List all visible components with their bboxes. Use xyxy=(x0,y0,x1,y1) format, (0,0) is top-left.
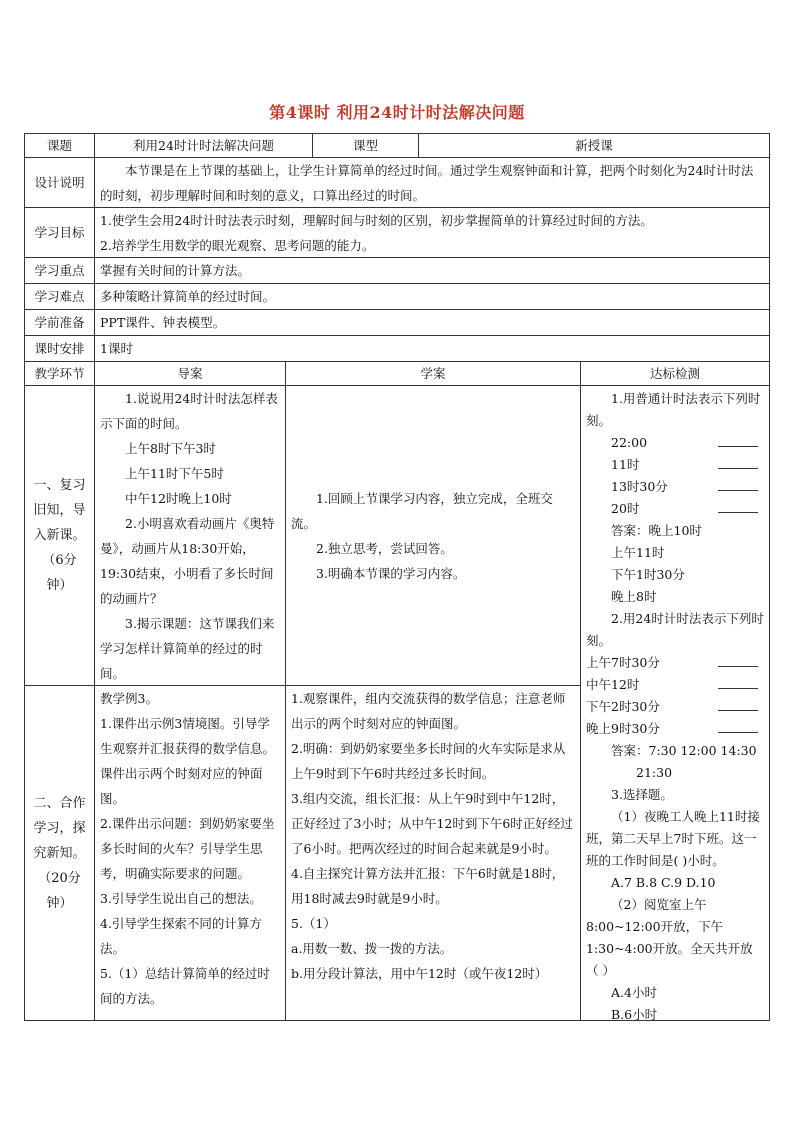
topic-label: 课题 xyxy=(25,134,95,157)
s2-guide-3: 2.课件出示问题：到奶奶家要坐多长时间的火车？引导学生思考，明确实际要求的问题。 xyxy=(100,816,275,881)
s2-guide-2: 1.课件出示例3情境图。引导学生观察并汇报获得的数学信息。课件出示两个时刻对应的钟面图。 xyxy=(100,716,276,806)
topic-row xyxy=(25,134,769,158)
difficulty-text: 多种策略计算简单的经过时间。 xyxy=(100,289,276,304)
test-q3: 3.选择题。 xyxy=(611,787,673,802)
q2-item-4-text: 晚上9时30分 xyxy=(586,721,660,736)
s2-guide-5: 4.引导学生探索不同的计算方法。 xyxy=(100,916,262,956)
q1-item-4-text: 20时 xyxy=(611,501,640,516)
test-q3-1-options: A.7 B.8 C.9 D.10 xyxy=(611,875,716,890)
answer-blank xyxy=(718,432,758,447)
goal-item-2: 2.培养学生用数学的眼光观察、思考问题的能力。 xyxy=(100,238,375,253)
answer-blank xyxy=(718,652,758,667)
s2-study-4: 4.自主探究计算方法并汇报：下午6时就是18时，用18时减去9时就是9小时。 xyxy=(291,866,565,906)
s2-guide-1: 教学例3。 xyxy=(100,691,158,706)
s2-study-7: b.用分段计算法，用中午12时（或午夜12时） xyxy=(291,966,548,981)
test-q1-item-4 xyxy=(586,498,764,520)
col-stage: 教学环节 xyxy=(25,362,95,385)
difficulty-label: 学习难点 xyxy=(25,284,95,309)
prep-label: 学前准备 xyxy=(25,310,95,335)
test-q2-item-4 xyxy=(586,718,764,740)
prep-text: PPT课件、钟表模型。 xyxy=(100,315,226,330)
answer-blank xyxy=(718,696,758,711)
col-study: 学案 xyxy=(286,362,581,385)
q2-item-2-text: 中午12时 xyxy=(586,677,640,692)
s2-study-5: 5.（1） xyxy=(291,916,336,931)
col-guide: 导案 xyxy=(95,362,286,385)
test-q2-item-1 xyxy=(586,652,764,674)
s1-study-3: 3.明确本节课的学习内容。 xyxy=(316,565,466,581)
stage2-study xyxy=(286,686,580,1020)
stage2-row xyxy=(25,686,580,1020)
lesson-plan-table xyxy=(24,133,770,1021)
s2-study-1: 1.观察课件，组内交流获得的数学信息；注意老师出示的两个时刻对应的钟面图。 xyxy=(291,691,566,731)
prep-row xyxy=(25,310,769,336)
test-q2: 2.用24时计时法表示下列时刻。 xyxy=(586,611,764,648)
test-q3-2-option-a: A.4小时 xyxy=(611,985,657,1000)
s2-guide-6: 5.（1）总结计算简单的经过时间的方法。 xyxy=(100,966,270,1006)
s2-study-2: 2.明确：到奶奶家要坐多长时间的火车实际是求从上午9时到下午6时共经过多长时间。 xyxy=(291,741,566,781)
stage1-row xyxy=(25,386,580,686)
q2-item-3-text: 下午2时30分 xyxy=(586,699,660,714)
test-q2-answer-2: 21:30 xyxy=(636,765,673,780)
s1-guide-5: 2.小明喜欢看动画片《奥特曼》，动画片从18:30开始，19:30结束，小明看了多长时间的动画片？ xyxy=(100,516,275,606)
goals-label: 学习目标 xyxy=(25,208,95,257)
s1-guide-6: 3.揭示课题：这节课我们来学习怎样计算简单的经过的时间。 xyxy=(100,616,275,681)
s1-study-1: 1.回顾上节课学习内容，独立完成，全班交流。 xyxy=(291,490,553,531)
type-value: 新授课 xyxy=(575,138,613,153)
stage1-label: 一、复习旧知，导入新课。（6分钟） xyxy=(25,386,95,685)
answer-blank xyxy=(718,454,758,469)
answer-blank xyxy=(718,718,758,733)
schedule-row xyxy=(25,336,769,362)
test-q3-1: （1）夜晚工人晚上11时接班，第二天早上7时下班。这一班的工作时间是( )小时。 xyxy=(586,809,760,868)
test-q1-answer-3: 下午1时30分 xyxy=(611,567,685,582)
q1-item-1-text: 22:00 xyxy=(611,435,648,450)
q1-item-3-text: 13时30分 xyxy=(611,479,668,494)
test-q1-item-3 xyxy=(586,476,764,498)
design-label: 设计说明 xyxy=(25,158,95,207)
test-q2-item-2 xyxy=(586,674,764,696)
test-q3-2: （2）阅览室上午8:00~12:00开放，下午1:30~4:00开放。全天共开放（ ） xyxy=(586,897,753,978)
key-label: 学习重点 xyxy=(25,258,95,283)
s2-study-6: a.用数一数、拨一拨的方法。 xyxy=(291,941,453,956)
answer-blank xyxy=(718,476,758,491)
test-column xyxy=(581,386,769,1020)
key-text: 掌握有关时间的计算方法。 xyxy=(100,263,251,278)
q1-item-2-text: 11时 xyxy=(611,457,640,472)
answer-blank xyxy=(718,498,758,513)
schedule-text: 1课时 xyxy=(100,341,133,356)
answer-blank xyxy=(718,674,758,689)
s1-guide-1: 1.说说用24时计时法怎样表示下面的时间。 xyxy=(100,391,278,431)
goal-item-1: 1.使学生会用24时计时法表示时刻，理解时间与时刻的区别，初步掌握简单的计算经过时间的方法。 xyxy=(100,213,653,228)
test-q1-answer-1: 答案：晚上10时 xyxy=(611,523,702,538)
s1-study-2: 2.独立思考，尝试回答。 xyxy=(316,540,453,556)
s1-guide-3: 上午11时下午5时 xyxy=(125,466,224,481)
col-test: 达标检测 xyxy=(649,366,700,381)
design-row xyxy=(25,158,769,208)
columns-row xyxy=(25,362,769,386)
goals-cell xyxy=(95,208,769,257)
test-q2-answer-1: 答案：7:30 12:00 14:30 xyxy=(611,743,757,758)
goals-row xyxy=(25,208,769,258)
page-title: 第4课时 利用24时计时法解决问题 xyxy=(269,103,525,122)
difficulty-row xyxy=(25,284,769,310)
stage1-study xyxy=(286,386,580,685)
stage2-guide xyxy=(95,686,286,1020)
teaching-body xyxy=(25,386,769,1020)
test-q1-answer-2: 上午11时 xyxy=(611,545,665,560)
key-row xyxy=(25,258,769,284)
type-label: 课型 xyxy=(313,134,419,157)
s2-guide-4: 3.引导学生说出自己的想法。 xyxy=(100,891,262,906)
test-q3-2-option-b: B.6小时 xyxy=(611,1007,658,1020)
test-q1-item-2 xyxy=(586,454,764,476)
test-q1: 1.用普通计时法表示下列时刻。 xyxy=(586,391,761,428)
topic-value: 利用24时计时法解决问题 xyxy=(95,134,313,157)
q2-item-1-text: 上午7时30分 xyxy=(586,655,660,670)
stage2-label: 二、合作学习，探究新知。（20分钟） xyxy=(25,686,95,1020)
schedule-label: 课时安排 xyxy=(25,336,95,361)
design-text-cell xyxy=(95,158,769,207)
test-q1-answer-4: 晚上8时 xyxy=(611,589,657,604)
s2-study-3: 3.组内交流，组长汇报：从上午9时到中午12时，正好经过了3小时；从中午12时到下午6时正好经过了6小时。把两次经过的时间合起来就是9小时。 xyxy=(291,791,573,856)
s1-guide-2: 上午8时下午3时 xyxy=(125,441,216,456)
design-text: 本节课是在上节课的基础上，让学生计算简单的经过时间。通过学生观察钟面和计算，把两个时刻化为24时计时法的时刻，初步理解时间和时刻的意义，口算出经过的时间。 xyxy=(100,163,754,203)
stage1-guide xyxy=(95,386,286,685)
test-q2-item-3 xyxy=(586,696,764,718)
s1-guide-4: 中午12时晚上10时 xyxy=(125,491,232,506)
test-q1-item-1 xyxy=(586,432,764,454)
